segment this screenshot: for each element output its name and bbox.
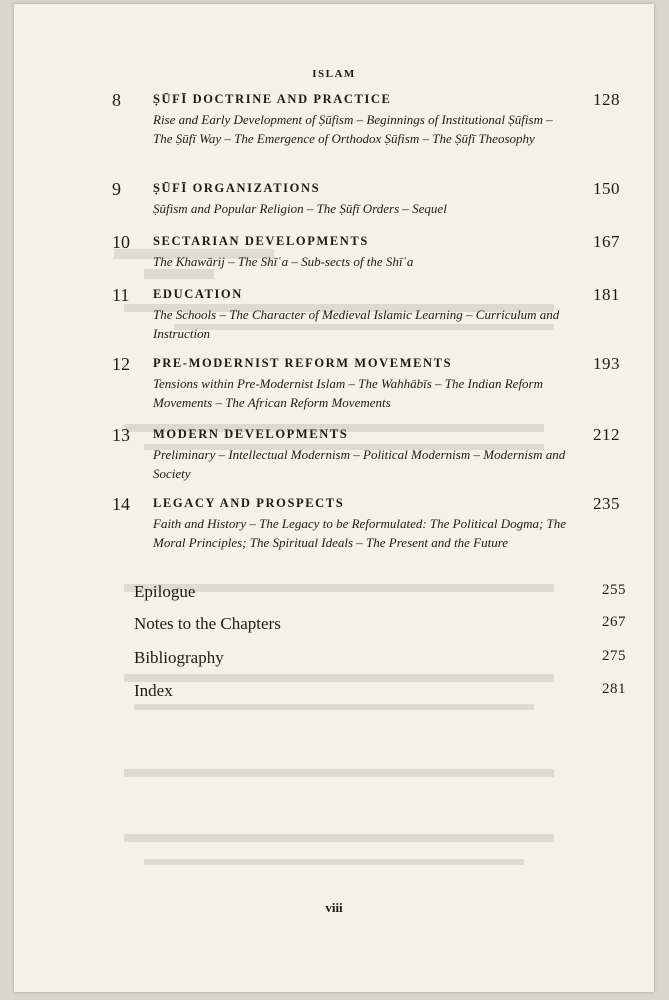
chapter-number: 12 [112,354,130,374]
chapter-number: 14 [112,494,130,514]
chapter-sections: The Khawārij – The Shīʿa – Sub-sects of the Shīʿa [153,254,414,269]
page-number: 212 [593,425,620,444]
chapter-title: SECTARIAN DEVELOPMENTS [153,234,369,248]
back-matter-item [134,614,640,634]
chapter-sections: Ṣūfism and Popular Religion – The Ṣūfī Orders – Sequel [153,201,447,216]
page-number: 255 [602,582,626,598]
page-folio: viii [325,900,343,915]
page-number: 267 [602,614,626,630]
chapter-number: 11 [112,285,130,305]
chapter-number: 13 [112,425,130,445]
chapter-sections: Faith and History – The Legacy to be Reformulated: The Political Dogma; The Moral Principles; The Spiritual Ideals – The Present and the Future [153,516,567,550]
book-page [14,4,654,992]
chapter-title: ṢŪFĪ ORGANIZATIONS [153,181,321,195]
chapter-title: PRE-MODERNIST REFORM MOVEMENTS [153,356,453,370]
back-matter-title: Index [134,681,173,700]
page-number: 167 [593,232,620,251]
page-number: 235 [593,494,620,513]
page-number: 181 [593,285,620,304]
page-number: 193 [593,354,620,373]
back-matter-item [134,681,640,701]
chapter-sections: The Schools – The Character of Medieval Islamic Learning – Curriculum and Instruction [153,307,560,341]
back-matter-title: Notes to the Chapters [134,614,281,633]
chapter-title: EDUCATION [153,287,243,301]
chapter-sections: Preliminary – Intellectual Modernism – Political Modernism – Modernism and Society [153,447,566,481]
chapter-sections: Tensions within Pre-Modernist Islam – The Wahhābīs – The Indian Reform Movements – The African Reform Movements [153,376,544,410]
back-matter-title: Bibliography [134,648,224,667]
page-number: 150 [593,179,620,198]
chapter-number: 8 [112,90,121,110]
back-matter-item [134,582,640,602]
chapter-title: MODERN DEVELOPMENTS [153,427,349,441]
page-number: 128 [593,90,620,109]
page-number: 281 [602,681,626,697]
chapter-number: 9 [112,179,121,199]
chapter-title: LEGACY AND PROSPECTS [153,496,345,510]
chapter-number: 10 [112,232,130,252]
chapter-title: ṢŪFĪ DOCTRINE AND PRACTICE [153,92,392,106]
back-matter-title: Epilogue [134,582,196,601]
back-matter-item [134,648,640,668]
chapter-sections: Rise and Early Development of Ṣūfism – Beginnings of Institutional Ṣūfism – The Ṣūfī Way – The Emergence of Orthodox Ṣūfism – The Ṣūfī Theosophy [153,112,553,146]
page-number: 275 [602,648,626,664]
running-head: ISLAM [312,68,356,80]
